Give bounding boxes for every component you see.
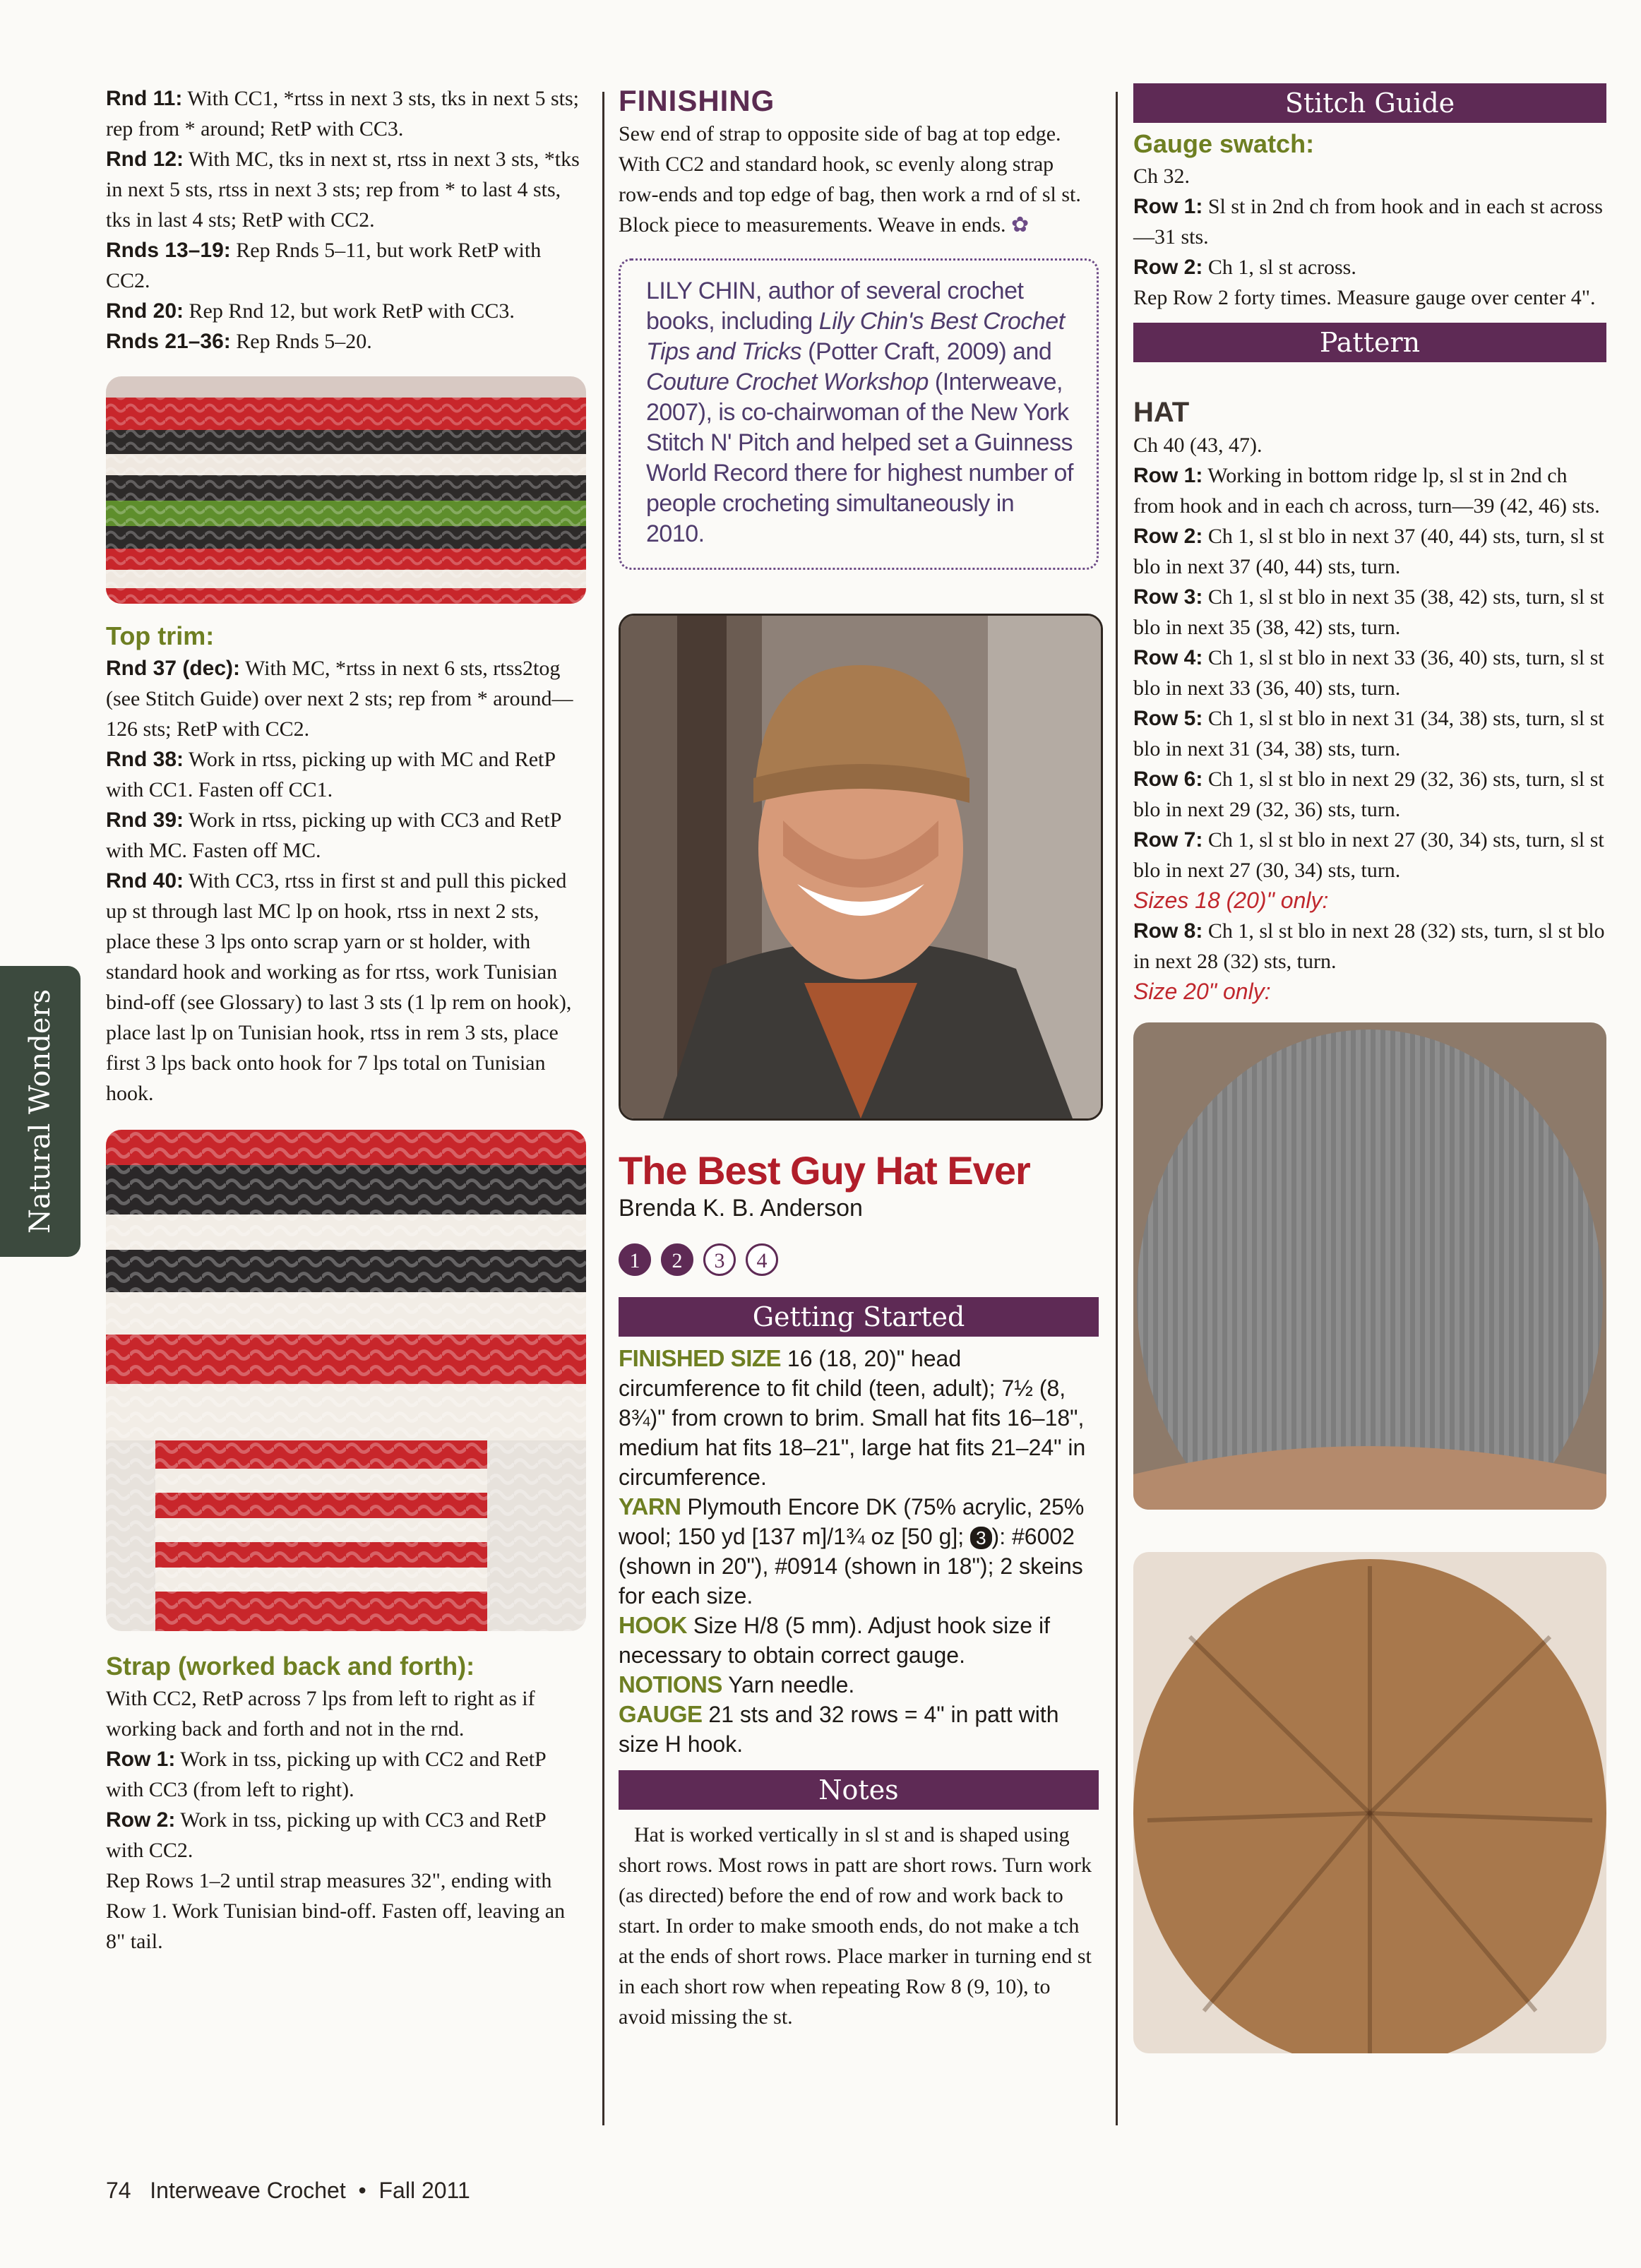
- size-20-note: Size 20" only:: [1133, 979, 1271, 1004]
- gauge-repeat-text: Rep Row 2 forty times. Measure gauge over center 4".: [1133, 286, 1596, 309]
- strap-row-1-text: Work in tss, picking up with CC2 and RetP with CC3 (from left to right).: [106, 1748, 546, 1801]
- rnd-37-text: With MC, *rtss in next 6 sts, rtss2tog (see Stitch Guide) over next 2 sts; rep from * around—126 sts; RetP with CC2.: [106, 657, 573, 741]
- strap-row-1-label: Row 1:: [106, 1748, 176, 1771]
- column-left: [106, 83, 586, 1957]
- strap-block: [106, 1649, 586, 1957]
- rnd-11-label: Rnd 11:: [106, 87, 183, 110]
- rnds-13-19-text: Rep Rnds 5–11, but work RetP with CC2.: [106, 239, 542, 292]
- strap-row-2-label: Row 2:: [106, 1808, 176, 1832]
- gauge-swatch-chain: Ch 32.: [1133, 165, 1191, 188]
- finished-size-text: 16 (18, 20)" head circumference to fit child (teen, adult); 7½ (8, 8¾)" from crown to brim. Small hat fits 16–18", medium hat fits 18–21", large hat fits 21–24" in circumference.: [619, 1346, 1086, 1490]
- hat-row-label: Row 3:: [1133, 585, 1203, 609]
- notes-bar: Notes: [619, 1770, 1099, 1810]
- rounds-block: [106, 83, 586, 357]
- skill-level-4: 4: [746, 1243, 778, 1276]
- rnd-38-label: Rnd 38:: [106, 748, 184, 771]
- hook-text: Size H/8 (5 mm). Adjust hook size if necessary to obtain correct gauge.: [619, 1613, 1050, 1668]
- pattern-bar: Pattern: [1133, 323, 1606, 362]
- hat-row-label: Row 4:: [1133, 646, 1203, 669]
- model-hat-photo: [619, 614, 1103, 1121]
- top-trim-block: [106, 619, 586, 1109]
- strap-repeat-text: Rep Rows 1–2 until strap measures 32", ending with Row 1. Work Tunisian bind-off. Fasten off, leaving an 8" tail.: [106, 1869, 566, 1953]
- gauge-row-1-label: Row 1:: [1133, 195, 1203, 218]
- finishing-heading: FINISHING: [619, 84, 775, 117]
- gauge-row-2-text: Ch 1, sl st across.: [1203, 256, 1356, 279]
- hat-row-label: Row 7:: [1133, 828, 1203, 852]
- rnd-39-text: Work in rtss, picking up with CC3 and RetP with MC. Fasten off MC.: [106, 808, 561, 862]
- column-divider: [602, 92, 604, 2125]
- rnds-21-36-label: Rnds 21–36:: [106, 330, 231, 353]
- brown-hat-photo: [1133, 1552, 1606, 2053]
- rnd-20-text: Rep Rnd 12, but work RetP with CC3.: [184, 299, 515, 323]
- bio-book-title: Lily Chin's Best Crochet Tips and Tricks: [646, 308, 1065, 365]
- gauge-swatch-block: [1133, 127, 1606, 313]
- stitch-guide-bar: Stitch Guide: [1133, 83, 1606, 123]
- getting-started-bar: Getting Started: [619, 1297, 1099, 1337]
- yarn-key: YARN: [619, 1493, 681, 1520]
- hat-pattern-block: [1133, 395, 1606, 1007]
- sizes-18-20-note: Sizes 18 (20)" only:: [1133, 888, 1329, 913]
- yarn-text: Plymouth Encore DK (75% acrylic, 25% wool; 150 yd [137 m]/1¾ oz [50 g];: [619, 1494, 1085, 1549]
- bio-book-title: Couture Crochet Workshop: [646, 369, 929, 395]
- rnds-13-19-label: Rnds 13–19:: [106, 239, 231, 262]
- hat-row-8-text: Ch 1, sl st blo in next 28 (32) sts, turn, sl st blo in next 28 (32) sts, turn.: [1133, 919, 1605, 973]
- hat-row-label: Row 5:: [1133, 707, 1203, 730]
- column-right: [1133, 83, 1606, 2053]
- pattern-title: The Best Guy Hat Ever: [619, 1148, 1030, 1193]
- gauge-text: 21 sts and 32 rows = 4" in patt with size H hook.: [619, 1702, 1059, 1757]
- hat-row-8-label: Row 8:: [1133, 919, 1203, 943]
- finished-size-key: FINISHED SIZE: [619, 1345, 782, 1371]
- page-number: 74: [106, 2178, 131, 2203]
- hat-row-label: Row 2:: [1133, 525, 1203, 548]
- hat-row-label: Row 6:: [1133, 768, 1203, 791]
- gauge-row-1-text: Sl st in 2nd ch from hook and in each st across—31 sts.: [1133, 195, 1603, 249]
- hook-key: HOOK: [619, 1612, 687, 1638]
- pattern-author: Brenda K. B. Anderson: [619, 1195, 863, 1222]
- hat-row-text: Ch 1, sl st blo in next 37 (40, 44) sts, turn, sl st blo in next 37 (40, 44) sts, turn.: [1133, 525, 1604, 578]
- rnd-38-text: Work in rtss, picking up with MC and RetP with CC1. Fasten off CC1.: [106, 748, 555, 801]
- hat-row-text: Working in bottom ridge lp, sl st in 2nd ch from hook and in each ch across, turn—39 (42, 46) sts.: [1133, 464, 1600, 518]
- striped-swatch-photo: [106, 376, 586, 604]
- bio-text: LILY CHIN, author of several crochet books, including: [646, 277, 1024, 335]
- yarn-weight-icon: 3: [970, 1527, 991, 1549]
- hat-row-text: Ch 1, sl st blo in next 31 (34, 38) sts, turn, sl st blo in next 31 (34, 38) sts, turn.: [1133, 707, 1604, 760]
- footer-bullet: •: [358, 2178, 366, 2203]
- rnd-20-label: Rnd 20:: [106, 299, 184, 323]
- strap-heading: Strap (worked back and forth):: [106, 1652, 475, 1681]
- column-divider: [1116, 92, 1118, 2125]
- hat-heading: HAT: [1133, 397, 1190, 428]
- author-bio-box: [619, 258, 1099, 570]
- hat-row-text: Ch 1, sl st blo in next 27 (30, 34) sts, turn, sl st blo in next 27 (30, 34) sts, turn.: [1133, 828, 1604, 882]
- skill-level-2: 2: [661, 1243, 693, 1276]
- bio-text: (Potter Craft, 2009) and: [801, 338, 1052, 365]
- rnd-39-label: Rnd 39:: [106, 808, 184, 832]
- skill-level-1: 1: [619, 1243, 651, 1276]
- page-footer: [106, 2178, 470, 2204]
- gray-hat-photo: [1133, 1022, 1606, 1510]
- hat-row-text: Ch 1, sl st blo in next 29 (32, 36) sts, turn, sl st blo in next 29 (32, 36) sts, turn.: [1133, 768, 1604, 821]
- rnd-37-label: Rnd 37 (dec):: [106, 657, 241, 680]
- strap-closeup-photo: [106, 1130, 586, 1631]
- rnd-40-label: Rnd 40:: [106, 869, 184, 893]
- section-tab: [0, 966, 80, 1257]
- gauge-key: GAUGE: [619, 1701, 703, 1727]
- gauge-row-2-label: Row 2:: [1133, 256, 1203, 279]
- notions-text: Yarn needle.: [722, 1672, 855, 1697]
- magazine-name: Interweave Crochet: [150, 2178, 346, 2203]
- hat-row-label: Row 1:: [1133, 464, 1203, 487]
- strap-intro: With CC2, RetP across 7 lps from left to right as if working back and forth and not in the rnd.: [106, 1687, 535, 1741]
- skill-level-3: 3: [703, 1243, 736, 1276]
- rnd-40-text: With CC3, rtss in first st and pull this picked up st through last MC lp on hook, rtss in next 2 sts, place these 3 lps onto scrap yarn or st holder, with standard hook and working as for rtss, work Tunisian bind-off (see Glossary) to last 3 sts (1 lp rem on hook), place last lp on Tunisian hook, rtss in rem 3 sts, place first 3 lps back onto hook for 7 lps total on Tunisian hook.: [106, 869, 572, 1105]
- hat-row-text: Ch 1, sl st blo in next 33 (36, 40) sts, turn, sl st blo in next 33 (36, 40) sts, turn.: [1133, 646, 1604, 700]
- flower-end-icon: ✿: [1011, 213, 1030, 237]
- materials-block: [619, 1344, 1099, 1759]
- rnd-12-label: Rnd 12:: [106, 148, 184, 171]
- notes-text: Hat is worked vertically in sl st and is shaped using short rows. Most rows in patt are short rows. Turn work (as directed) before the end of row and work back to start. In order to make smooth ends, do not make a tch at the ends of short rows. Place marker in turning end st in each short row when repeating Row 8 (9, 10), to avoid missing the st.: [619, 1823, 1092, 2029]
- gauge-swatch-heading: Gauge swatch:: [1133, 129, 1315, 158]
- hat-chain: Ch 40 (43, 47).: [1133, 434, 1263, 457]
- finishing-text: Sew end of strap to opposite side of bag at top edge. With CC2 and standard hook, sc evenly along strap row-ends and top edge of bag, then work a rnd of sl st. Block piece to measurements. Weave in ends.: [619, 122, 1081, 237]
- yarn-text-2: ): #6002 (shown in 20"), #0914 (shown in 18"); 2 skeins for each size.: [619, 1524, 1083, 1609]
- rnd-11-text: With CC1, *rtss in next 3 sts, tks in next 5 sts; rep from * around; RetP with CC3.: [106, 87, 579, 141]
- issue-date: Fall 2011: [378, 2178, 470, 2203]
- bio-text: (Interweave, 2007), is co-chairwoman of the New York Stitch N' Pitch and helped set a Guinness World Record there for highest number of people crocheting simultaneously in 2010.: [646, 369, 1073, 547]
- hat-row-text: Ch 1, sl st blo in next 35 (38, 42) sts, turn, sl st blo in next 35 (38, 42) sts, turn.: [1133, 585, 1604, 639]
- top-trim-heading: Top trim:: [106, 621, 215, 650]
- skill-level-indicator: [619, 1243, 1099, 1280]
- column-middle: [619, 83, 1099, 2032]
- notions-key: NOTIONS: [619, 1671, 722, 1697]
- strap-row-2-text: Work in tss, picking up with CC3 and RetP with CC2.: [106, 1808, 546, 1862]
- rnd-12-text: With MC, tks in next st, rtss in next 3 sts, *tks in next 5 sts, rtss in next 3 sts; rep from * to last 4 sts, tks in last 4 sts; RetP with CC2.: [106, 148, 580, 232]
- section-tab-label: Natural Wonders: [24, 989, 56, 1234]
- rnds-21-36-text: Rep Rnds 5–20.: [230, 330, 372, 353]
